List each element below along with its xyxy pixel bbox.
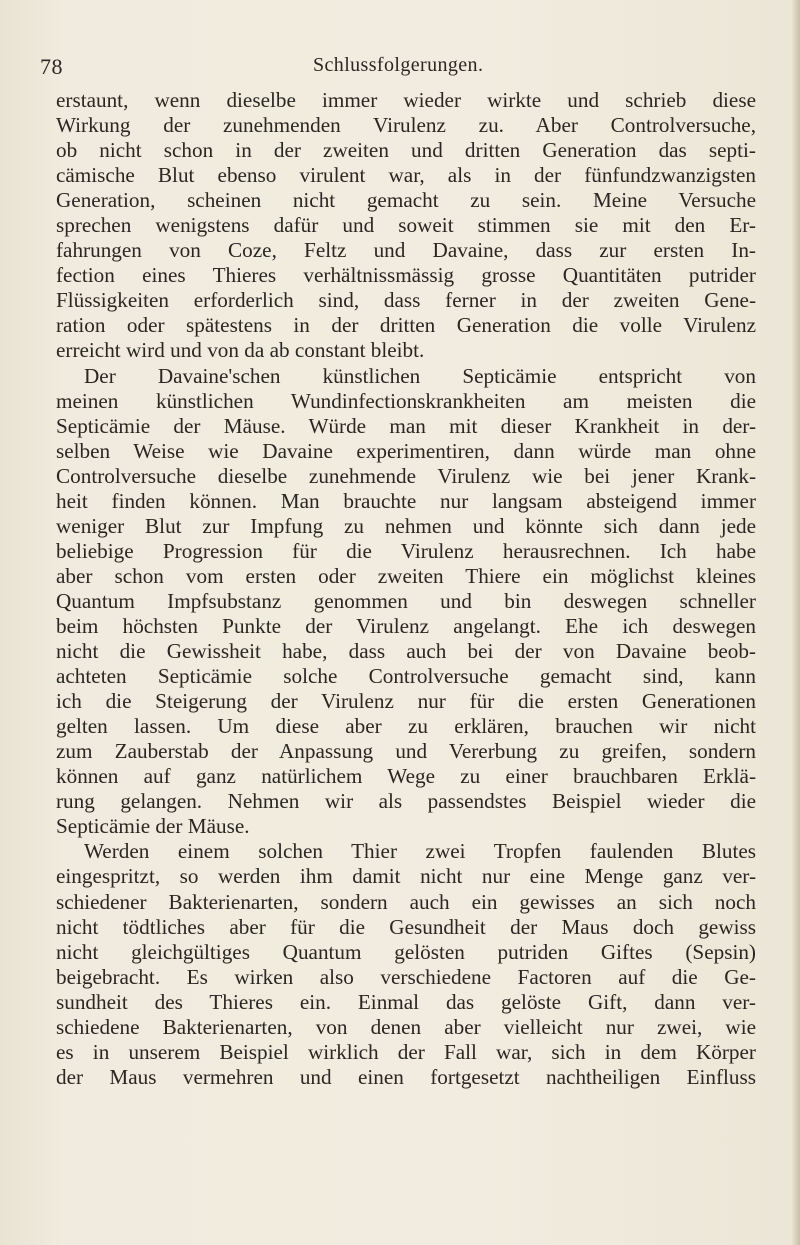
paragraph-start-line: Werden einem solchen Thier zwei Tropfen faulenden Blutes bbox=[84, 839, 756, 864]
text-line: aber schon vom ersten oder zweiten Thiere ein möglichst kleines bbox=[56, 563, 756, 588]
text-line: sundheit des Thieres ein. Einmal das gelöste Gift, dann ver- bbox=[56, 989, 756, 1014]
text-line: heit finden können. Man brauchte nur langsam absteigend immer bbox=[56, 488, 756, 513]
text-line: beliebige Progression für die Virulenz herausrechnen. Ich habe bbox=[56, 538, 756, 563]
text-line: schiedener Bakterienarten, sondern auch ein gewisses an sich noch bbox=[56, 889, 756, 914]
text-line: rung gelangen. Nehmen wir als passendstes Beispiel wieder die bbox=[56, 789, 756, 814]
text-line: sprechen wenigstens dafür und soweit stimmen sie mit den Er- bbox=[56, 213, 756, 238]
text-line: es in unserem Beispiel wirklich der Fall war, sich in dem Körper bbox=[56, 1039, 756, 1064]
text-line: ich die Steigerung der Virulenz nur für die ersten Generationen bbox=[56, 689, 756, 714]
text-line: Septicämie der Mäuse. Würde man mit dieser Krankheit in der- bbox=[56, 413, 756, 438]
text-line: cämische Blut ebenso virulent war, als in der fünfundzwanzigsten bbox=[56, 163, 756, 188]
paragraph-end-line: erreicht wird und von da ab constant bleibt. bbox=[56, 338, 425, 363]
text-line: ration oder spätestens in der dritten Generation die volle Virulenz bbox=[56, 313, 756, 338]
text-line: schiedene Bakterienarten, von denen aber vielleicht nur zwei, wie bbox=[56, 1014, 756, 1039]
text-line: beigebracht. Es wirken also verschiedene Factoren auf die Ge- bbox=[56, 964, 756, 989]
running-head: Schlussfolgerungen. bbox=[313, 54, 484, 76]
text-line: zum Zauberstab der Anpassung und Vererbung zu greifen, sondern bbox=[56, 739, 756, 764]
text-line: gelten lassen. Um diese aber zu erklären, brauchen wir nicht bbox=[56, 714, 756, 739]
text-line: nicht gleichgültiges Quantum gelösten putriden Giftes (Sepsin) bbox=[56, 939, 756, 964]
text-line: Generation, scheinen nicht gemacht zu sein. Meine Versuche bbox=[56, 188, 756, 213]
text-line: können auf ganz natürlichem Wege zu einer brauchbaren Erklä- bbox=[56, 764, 756, 789]
text-line: beim höchsten Punkte der Virulenz angelangt. Ehe ich deswegen bbox=[56, 613, 756, 638]
text-line: achteten Septicämie solche Controlversuche gemacht sind, kann bbox=[56, 664, 756, 689]
text-line: erstaunt, wenn dieselbe immer wieder wirkte und schrieb diese bbox=[56, 88, 756, 112]
page-edge bbox=[790, 0, 800, 1245]
text-line: fection eines Thieres verhältnissmässig grosse Quantitäten putrider bbox=[56, 263, 756, 288]
text-line: Wirkung der zunehmenden Virulenz zu. Aber Controlversuche, bbox=[56, 113, 756, 138]
text-line: fahrungen von Coze, Feltz und Davaine, dass zur ersten In- bbox=[56, 238, 756, 263]
text-line: selben Weise wie Davaine experimentiren, dann würde man ohne bbox=[56, 438, 756, 463]
text-line: der Maus vermehren und einen fortgesetzt nachtheiligen Einfluss bbox=[56, 1064, 756, 1089]
text-line: meinen künstlichen Wundinfectionskrankheiten am meisten die bbox=[56, 388, 756, 413]
text-line: Quantum Impfsubstanz genommen und bin deswegen schneller bbox=[56, 588, 756, 613]
paragraph-end-line: Septicämie der Mäuse. bbox=[56, 814, 250, 839]
text-line: eingespritzt, so werden ihm damit nicht nur eine Menge ganz ver- bbox=[56, 864, 756, 889]
text-line: weniger Blut zur Impfung zu nehmen und könnte sich dann jede bbox=[56, 513, 756, 538]
page-number: 78 bbox=[40, 54, 63, 79]
text-line: nicht die Gewissheit habe, dass auch bei der von Davaine beob- bbox=[56, 639, 756, 664]
body-text bbox=[56, 88, 756, 1090]
text-line: Controlversuche dieselbe zunehmende Virulenz wie bei jener Krank- bbox=[56, 463, 756, 488]
text-line: Flüssigkeiten erforderlich sind, dass ferner in der zweiten Gene- bbox=[56, 288, 756, 313]
page-header bbox=[40, 54, 760, 84]
text-line: nicht tödtliches aber für die Gesundheit der Maus doch gewiss bbox=[56, 914, 756, 939]
paragraph-start-line: Der Davaine'schen künstlichen Septicämie entspricht von bbox=[84, 363, 756, 388]
text-line: ob nicht schon in der zweiten und dritten Generation das septi- bbox=[56, 138, 756, 163]
